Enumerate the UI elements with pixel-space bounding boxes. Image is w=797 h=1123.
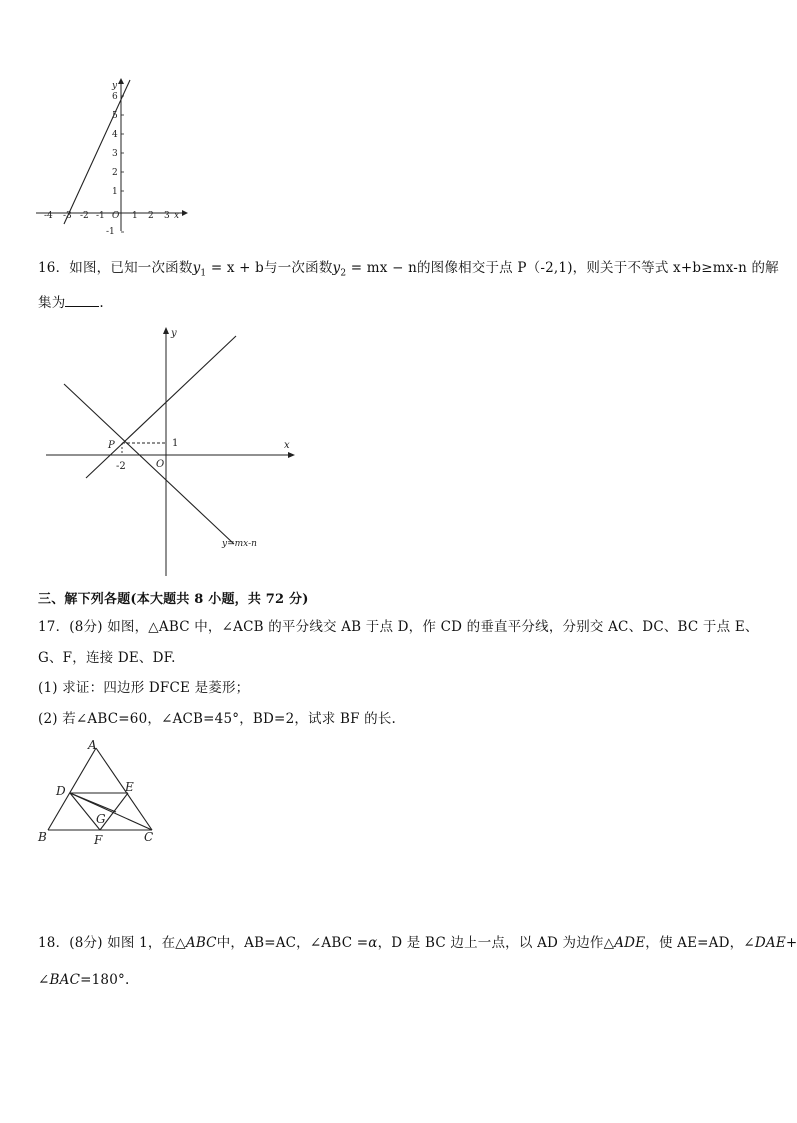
question16-line2-text: 集为	[38, 295, 66, 311]
y-tick-4: 4	[112, 130, 118, 140]
y-axis-label: y	[112, 81, 118, 91]
question15-graph	[34, 76, 194, 236]
question16-text-a: 如图，已知一次函数	[69, 260, 193, 276]
question18-text-c: ，D 是 BC 边上一点，以 AD 为边作	[377, 935, 604, 951]
triangle-ade: △ADE	[603, 935, 646, 951]
y2-symbol: y	[332, 260, 341, 276]
y-tick-6: 6	[112, 92, 118, 102]
label-c: C	[144, 830, 154, 844]
x-axis-arrow	[288, 452, 295, 458]
x-tick-2: 2	[148, 211, 154, 221]
y-tick-3: 3	[112, 149, 118, 159]
x-tick-1: 1	[132, 211, 138, 221]
line-y1	[86, 336, 236, 478]
x-tick-neg3: -3	[63, 211, 72, 221]
x-tick-neg1: -1	[96, 211, 105, 221]
label-b: B	[38, 830, 47, 844]
answer-blank[interactable]	[65, 294, 99, 307]
question16-text-c: 的图像相交于点 P（-2,1)，则关于不等式 x+b≥mx-n 的解	[416, 260, 779, 276]
y-tick-2: 2	[112, 168, 118, 178]
y1-symbol: y	[192, 260, 201, 276]
question17-figure	[34, 736, 162, 848]
angle-bac: ∠BAC	[38, 972, 81, 988]
x-axis-label: x	[284, 440, 290, 451]
label-d: D	[56, 784, 66, 798]
value-1-label: 1	[172, 438, 179, 449]
question17-line2: G、F，连接 DE、DF.	[38, 650, 176, 666]
point-p-label: P	[108, 440, 115, 451]
question18-text-d: ，使 AE=AD，	[645, 935, 744, 951]
y-tick-1: 1	[112, 187, 118, 197]
x-axis-label: x	[174, 211, 180, 221]
origin-label: O	[156, 459, 165, 470]
y-axis-label: y	[171, 328, 177, 339]
y-tick-5: 5	[112, 111, 118, 121]
y-axis-arrow	[163, 327, 169, 334]
segment-dc-helper	[70, 793, 116, 812]
triangle-abc: △ABC	[175, 935, 217, 951]
label-g: G	[96, 812, 106, 826]
question18-text-e: +	[785, 935, 797, 951]
equation-2: = mx − n	[346, 260, 417, 276]
alpha-symbol: α	[368, 935, 378, 951]
line-y2	[64, 384, 234, 544]
question17-part1: (1) 求证：四边形 DFCE 是菱形；	[38, 680, 250, 696]
question16-text-b: 与一次函数	[264, 260, 333, 276]
value-neg2-label: -2	[116, 461, 126, 472]
x-tick-neg2: -2	[80, 211, 89, 221]
label-a: A	[88, 738, 97, 752]
question18-line2-text: =180°.	[80, 972, 130, 988]
question18-line1	[38, 931, 797, 951]
y2-subscript: 2	[340, 268, 347, 279]
x-tick-3: 3	[164, 211, 170, 221]
section3-heading: 三、解下列各题(本大题共 8 小题，共 72 分)	[38, 592, 309, 607]
x-tick-neg4: -4	[44, 211, 53, 221]
question18-line2	[38, 972, 129, 988]
angle-dae: ∠DAE	[743, 935, 786, 951]
question16-end: .	[99, 295, 104, 311]
question17-line1: 17．(8分) 如图，△ABC 中，∠ACB 的平分线交 AB 于点 D，作 CD 的垂直平分线，分别交 AC、DC、BC 于点 E、	[38, 619, 759, 635]
equation-1: = x + b	[206, 260, 265, 276]
question18-text-b: 中，AB=AC，∠ABC =	[216, 935, 369, 951]
question18-text-a: 18．(8分) 如图 1，在	[38, 935, 176, 951]
y1-subscript: 1	[200, 268, 207, 279]
question16-number: 16．	[38, 260, 70, 276]
question16-line2	[38, 291, 104, 311]
y-axis-arrow	[118, 78, 124, 84]
function-line	[64, 80, 130, 224]
y-tick-neg1: -1	[106, 227, 115, 237]
question16-graph	[44, 322, 300, 578]
origin-label: O	[112, 211, 120, 221]
line-y2-label: y=mx-n	[222, 539, 257, 549]
question16-line1	[38, 256, 779, 279]
x-axis-arrow	[182, 210, 188, 216]
question17-part2: (2) 若∠ABC=60，∠ACB=45°，BD=2，试求 BF 的长.	[38, 711, 397, 727]
label-f: F	[94, 833, 103, 847]
label-e: E	[125, 780, 134, 794]
